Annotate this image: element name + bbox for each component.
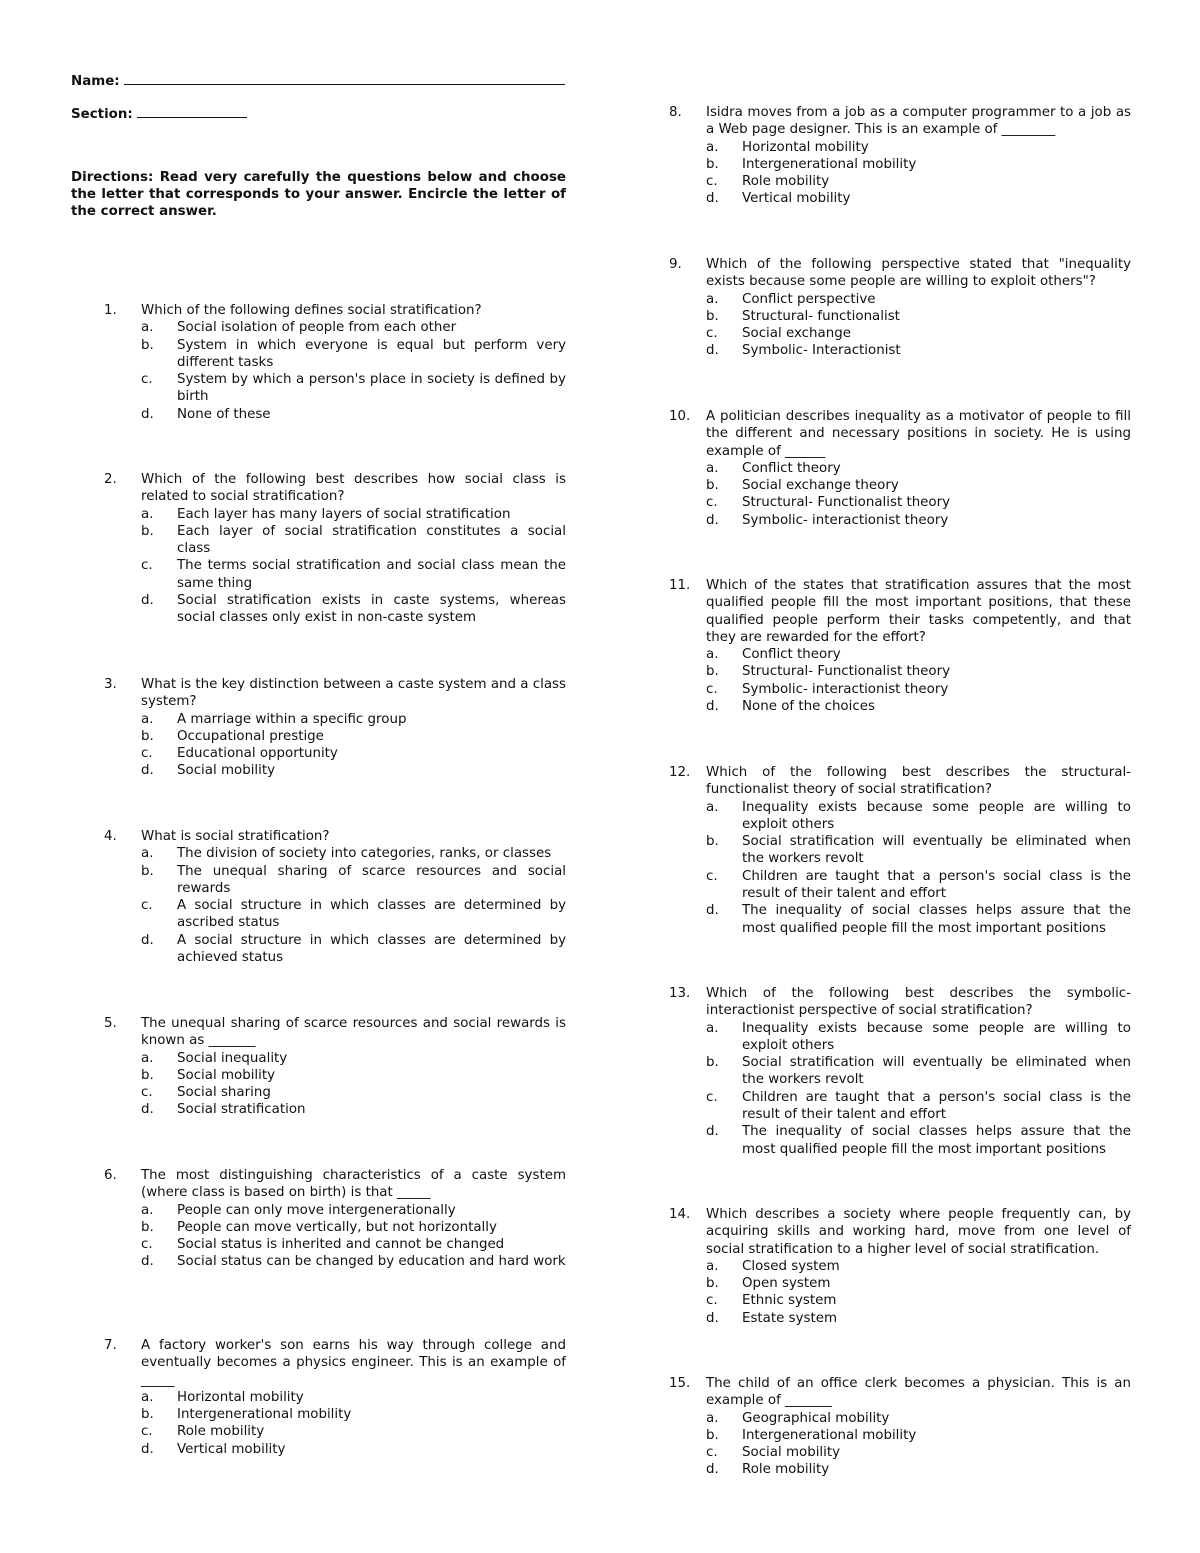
name-label: Name: <box>71 74 120 89</box>
option-text: Social mobility <box>742 1445 841 1461</box>
option-text: Structural- Functionalist theory <box>742 664 951 680</box>
option-letter[interactable]: d. <box>141 763 154 779</box>
option-d[interactable] <box>706 190 1131 207</box>
option-a[interactable] <box>141 506 566 523</box>
option-text: Educational opportunity <box>177 746 338 762</box>
question-13 <box>636 985 1131 1158</box>
option-text: Social exchange <box>742 326 851 342</box>
option-text: Children are taught that a person's social class is the result of their talent and effort <box>742 1089 1131 1123</box>
option-letter[interactable]: c. <box>141 1237 153 1253</box>
question-text: Which of the following best describes the structural-functionalist theory of social stratification? <box>706 765 1131 798</box>
option-d[interactable] <box>141 1441 566 1458</box>
option-a[interactable] <box>706 139 1131 156</box>
option-a[interactable] <box>141 711 566 728</box>
option-c[interactable] <box>706 868 1131 903</box>
option-c[interactable] <box>141 557 566 592</box>
option-text: Role mobility <box>742 1462 830 1478</box>
question-text: Isidra moves from a job as a computer programmer to a job as a Web page designer. This is an example of ________ <box>706 105 1131 138</box>
option-text: Each layer has many layers of social stratification <box>177 506 511 522</box>
option-letter[interactable]: c. <box>141 898 153 914</box>
option-letter[interactable]: c. <box>141 372 153 388</box>
option-letter[interactable]: c. <box>706 681 718 697</box>
option-letter[interactable]: d. <box>706 343 719 359</box>
option-c[interactable] <box>141 745 566 762</box>
section-field <box>71 103 247 123</box>
option-d[interactable] <box>141 592 566 627</box>
question-10 <box>636 408 1131 529</box>
option-text: Estate system <box>742 1310 838 1326</box>
option-d[interactable] <box>706 1461 1131 1478</box>
option-c[interactable] <box>141 1423 566 1440</box>
option-b[interactable] <box>141 1406 566 1423</box>
option-letter[interactable]: c. <box>706 1293 718 1309</box>
question-text: What is the key distinction between a caste system and a class system? <box>141 677 566 710</box>
option-a[interactable] <box>706 646 1131 663</box>
question-number: 15. <box>669 1376 691 1391</box>
section-blank[interactable] <box>137 103 247 118</box>
option-text: Inequality exists because some people are willing to exploit others <box>742 1020 1131 1053</box>
option-letter[interactable]: d. <box>706 903 719 919</box>
question-number: 10. <box>669 409 691 424</box>
option-text: Social mobility <box>177 1067 276 1083</box>
option-letter[interactable]: b. <box>706 834 719 850</box>
option-text: Conflict perspective <box>742 291 876 307</box>
option-c[interactable] <box>141 1236 566 1253</box>
option-letter[interactable]: d. <box>141 1102 154 1118</box>
option-d[interactable] <box>141 406 566 423</box>
option-c[interactable] <box>141 897 566 932</box>
option-letter[interactable]: b. <box>706 308 719 324</box>
option-text: Conflict theory <box>742 647 841 663</box>
option-text: Structural- Functionalist theory <box>742 495 951 511</box>
option-letter[interactable]: a. <box>706 1020 719 1036</box>
option-letter[interactable]: a. <box>706 1410 719 1426</box>
option-letter[interactable]: d. <box>141 1441 154 1457</box>
option-text: The inequality of social classes helps assure that the most qualified people fill the most important positions <box>742 1124 1131 1157</box>
option-letter[interactable]: b. <box>141 1219 154 1235</box>
option-text: Occupational prestige <box>177 728 324 744</box>
option-letter[interactable]: d. <box>706 191 719 207</box>
option-text: Open system <box>742 1276 831 1292</box>
option-text: Social isolation of people from each other <box>177 320 457 336</box>
option-text: Vertical mobility <box>742 191 851 207</box>
option-letter[interactable]: b. <box>141 728 154 744</box>
option-d[interactable] <box>141 1101 566 1118</box>
option-b[interactable] <box>706 663 1131 680</box>
option-letter[interactable]: b. <box>706 1055 719 1071</box>
question-8 <box>636 104 1131 208</box>
option-d[interactable] <box>706 698 1131 715</box>
option-c[interactable] <box>706 173 1131 190</box>
option-text: System by which a person's place in society is defined by birth <box>177 372 566 405</box>
question-text: Which of the following defines social stratification? <box>141 303 482 318</box>
option-c[interactable] <box>706 681 1131 698</box>
option-d[interactable] <box>141 932 566 967</box>
option-c[interactable] <box>706 325 1131 342</box>
question-6 <box>71 1167 566 1271</box>
option-letter[interactable]: b. <box>706 156 719 172</box>
option-d[interactable] <box>706 1310 1131 1327</box>
question-text: A politician describes inequality as a motivator of people to fill the different and necessary positions in society. He is using example of ______ <box>706 409 1131 459</box>
option-text: Symbolic- interactionist theory <box>742 681 949 697</box>
option-a[interactable] <box>141 319 566 336</box>
option-a[interactable] <box>706 1410 1131 1427</box>
option-letter[interactable]: c. <box>706 495 718 511</box>
option-text: A social structure in which classes are determined by ascribed status <box>177 898 566 931</box>
option-text: None of the choices <box>742 699 875 715</box>
option-text: Social stratification will eventually be eliminated when the workers revolt <box>742 834 1131 867</box>
option-c[interactable] <box>706 1089 1131 1124</box>
option-d[interactable] <box>706 902 1131 937</box>
question-number: 7. <box>104 1338 117 1353</box>
option-a[interactable] <box>141 845 566 862</box>
option-b[interactable] <box>141 1219 566 1236</box>
option-letter[interactable]: a. <box>141 711 154 727</box>
option-text: Conflict theory <box>742 460 841 476</box>
question-15 <box>636 1375 1131 1479</box>
option-a[interactable] <box>141 1050 566 1067</box>
option-text: Social exchange theory <box>742 478 899 494</box>
option-letter[interactable]: d. <box>141 932 154 948</box>
option-a[interactable] <box>141 1389 566 1406</box>
option-b[interactable] <box>141 863 566 898</box>
option-text: Social stratification will eventually be eliminated when the workers revolt <box>742 1055 1131 1088</box>
question-text: Which describes a society where people frequently can, by acquiring skills and working hard, move from one level of social stratification to a higher level of social stratification. <box>706 1207 1131 1257</box>
question-7 <box>71 1337 566 1458</box>
option-b[interactable] <box>706 1275 1131 1292</box>
option-b[interactable] <box>706 1427 1131 1444</box>
option-text: People can move vertically, but not horizontally <box>177 1219 497 1235</box>
option-letter[interactable]: a. <box>706 647 719 663</box>
question-number: 11. <box>669 578 691 593</box>
option-b[interactable] <box>706 308 1131 325</box>
option-a[interactable] <box>706 799 1131 834</box>
option-b[interactable] <box>141 523 566 558</box>
option-d[interactable] <box>141 762 566 779</box>
option-b[interactable] <box>141 337 566 372</box>
option-text: System in which everyone is equal but perform very different tasks <box>177 337 566 370</box>
question-number: 6. <box>104 1168 117 1183</box>
option-b[interactable] <box>706 477 1131 494</box>
option-letter[interactable]: a. <box>141 320 154 336</box>
option-letter[interactable]: c. <box>141 558 153 574</box>
question-4 <box>71 828 566 966</box>
option-letter[interactable]: c. <box>141 1085 153 1101</box>
question-2 <box>71 471 566 627</box>
option-letter[interactable]: a. <box>706 139 719 155</box>
option-letter[interactable]: d. <box>706 512 719 528</box>
question-11 <box>636 577 1131 715</box>
question-text: Which of the states that stratification assures that the most qualified people fill the most important positions, that these qualified people perform their tasks competently, and that they are rewarded for the effort? <box>706 578 1131 645</box>
option-text: None of these <box>177 406 271 422</box>
option-letter[interactable]: b. <box>141 337 154 353</box>
option-letter[interactable]: b. <box>706 1276 719 1292</box>
option-letter[interactable]: d. <box>141 1254 154 1270</box>
option-text: Intergenerational mobility <box>177 1407 352 1423</box>
option-text: Role mobility <box>177 1424 265 1440</box>
question-text: Which of the following best describes how social class is related to social stratification? <box>141 472 566 505</box>
option-letter[interactable]: d. <box>706 1462 719 1478</box>
question-number: 8. <box>669 105 682 120</box>
question-text: Which of the following best describes the symbolic-interactionist perspective of social stratification? <box>706 986 1131 1019</box>
option-text: A social structure in which classes are determined by achieved status <box>177 932 566 966</box>
option-c[interactable] <box>706 1292 1131 1309</box>
option-letter[interactable]: c. <box>706 1445 718 1461</box>
option-d[interactable] <box>706 342 1131 359</box>
option-letter[interactable]: c. <box>706 174 718 190</box>
option-text: Intergenerational mobility <box>742 1427 917 1443</box>
option-d[interactable] <box>141 1253 566 1270</box>
question-number: 9. <box>669 257 682 272</box>
option-text: Horizontal mobility <box>177 1389 304 1405</box>
question-text: Which of the following perspective stated that "inequality exists because some people are willing to exploit others"? <box>706 257 1131 290</box>
question-number: 1. <box>104 303 117 318</box>
option-c[interactable] <box>141 371 566 406</box>
option-text: Role mobility <box>742 174 830 190</box>
option-letter[interactable]: a. <box>141 846 154 862</box>
option-text: Social status can be changed by education and hard work <box>177 1254 566 1270</box>
option-letter[interactable]: a. <box>706 460 719 476</box>
option-text: The division of society into categories, ranks, or classes <box>177 846 552 862</box>
question-9 <box>636 256 1131 360</box>
option-c[interactable] <box>141 1084 566 1101</box>
option-text: Closed system <box>742 1258 840 1274</box>
option-d[interactable] <box>706 1123 1131 1158</box>
option-letter[interactable]: b. <box>141 523 154 539</box>
option-text: Structural- functionalist <box>742 308 900 324</box>
option-text: Horizontal mobility <box>742 139 869 155</box>
option-letter[interactable]: b. <box>141 1407 154 1423</box>
section-label: Section: <box>71 107 133 122</box>
option-letter[interactable]: d. <box>706 1310 719 1326</box>
option-text: Social mobility <box>177 763 276 779</box>
option-text: The terms social stratification and social class mean the same thing <box>177 558 566 591</box>
question-number: 5. <box>104 1016 117 1031</box>
option-a[interactable] <box>706 1258 1131 1275</box>
option-letter[interactable]: b. <box>706 664 719 680</box>
option-letter[interactable]: c. <box>706 326 718 342</box>
option-text: Social inequality <box>177 1050 288 1066</box>
question-text: What is social stratification? <box>141 829 330 844</box>
option-text: Symbolic- interactionist theory <box>742 512 949 528</box>
option-letter[interactable]: a. <box>141 1202 154 1218</box>
question-number: 12. <box>669 765 691 780</box>
directions-text: Directions: Read very carefully the questions below and choose the letter that corresponds to your answer. Encircle the letter of the correct answer. <box>71 170 566 219</box>
option-a[interactable] <box>706 1020 1131 1055</box>
option-text: Geographical mobility <box>742 1410 890 1426</box>
question-text: A factory worker's son earns his way through college and eventually becomes a physics engineer. This is an example of _____ <box>141 1338 566 1388</box>
option-b[interactable] <box>141 1067 566 1084</box>
option-text: Vertical mobility <box>177 1441 286 1457</box>
option-letter[interactable]: a. <box>706 1258 719 1274</box>
option-text: Children are taught that a person's social class is the result of their talent and effort <box>742 868 1131 902</box>
option-a[interactable] <box>706 291 1131 308</box>
option-b[interactable] <box>706 1054 1131 1089</box>
option-letter[interactable]: a. <box>141 1389 154 1405</box>
option-letter[interactable]: d. <box>706 1124 719 1140</box>
option-text: The inequality of social classes helps assure that the most qualified people fill the most important positions <box>742 903 1131 936</box>
option-letter[interactable]: a. <box>706 291 719 307</box>
option-letter[interactable]: d. <box>141 406 154 422</box>
question-number: 13. <box>669 986 691 1001</box>
question-3 <box>71 676 566 780</box>
option-b[interactable] <box>141 728 566 745</box>
option-c[interactable] <box>706 494 1131 511</box>
option-letter[interactable]: c. <box>706 868 718 884</box>
option-a[interactable] <box>141 1202 566 1219</box>
option-letter[interactable]: a. <box>706 799 719 815</box>
option-d[interactable] <box>706 512 1131 529</box>
option-letter[interactable]: b. <box>141 863 154 879</box>
option-c[interactable] <box>706 1444 1131 1461</box>
question-1 <box>71 302 566 423</box>
question-text: The most distinguishing characteristics of a caste system (where class is based on birth) is that _____ <box>141 1168 566 1201</box>
option-letter[interactable]: a. <box>141 506 154 522</box>
question-text: The unequal sharing of scarce resources and social rewards is known as _______ <box>141 1016 566 1049</box>
option-text: Social stratification exists in caste systems, whereas social classes only exist in non-caste system <box>177 593 566 626</box>
option-letter[interactable]: d. <box>706 699 719 715</box>
option-text: A marriage within a specific group <box>177 711 407 727</box>
option-letter[interactable]: d. <box>141 593 154 609</box>
question-number: 3. <box>104 677 117 692</box>
name-blank[interactable] <box>124 70 565 85</box>
question-number: 2. <box>104 472 117 487</box>
option-a[interactable] <box>706 460 1131 477</box>
option-letter[interactable]: b. <box>706 1427 719 1443</box>
option-text: People can only move intergenerationally <box>177 1202 456 1218</box>
option-letter[interactable]: c. <box>141 746 153 762</box>
option-text: Intergenerational mobility <box>742 156 917 172</box>
option-letter[interactable]: b. <box>141 1067 154 1083</box>
option-text: Symbolic- Interactionist <box>742 343 901 359</box>
option-b[interactable] <box>706 833 1131 868</box>
option-text: Social stratification <box>177 1102 306 1118</box>
option-text: Ethnic system <box>742 1293 837 1309</box>
question-5 <box>71 1015 566 1119</box>
question-text: The child of an office clerk becomes a physician. This is an example of _______ <box>706 1376 1131 1409</box>
option-letter[interactable]: b. <box>706 478 719 494</box>
option-text: Social status is inherited and cannot be changed <box>177 1237 505 1253</box>
option-letter[interactable]: a. <box>141 1050 154 1066</box>
option-letter[interactable]: c. <box>706 1089 718 1105</box>
option-text: Each layer of social stratification constitutes a social class <box>177 523 566 557</box>
option-letter[interactable]: c. <box>141 1424 153 1440</box>
question-14 <box>636 1206 1131 1327</box>
option-text: The unequal sharing of scarce resources and social rewards <box>177 863 566 896</box>
option-text: Social sharing <box>177 1085 271 1101</box>
option-b[interactable] <box>706 156 1131 173</box>
question-number: 4. <box>104 829 117 844</box>
name-field <box>71 70 565 90</box>
question-number: 14. <box>669 1207 691 1222</box>
option-text: Inequality exists because some people are willing to exploit others <box>742 799 1131 832</box>
question-12 <box>636 764 1131 937</box>
